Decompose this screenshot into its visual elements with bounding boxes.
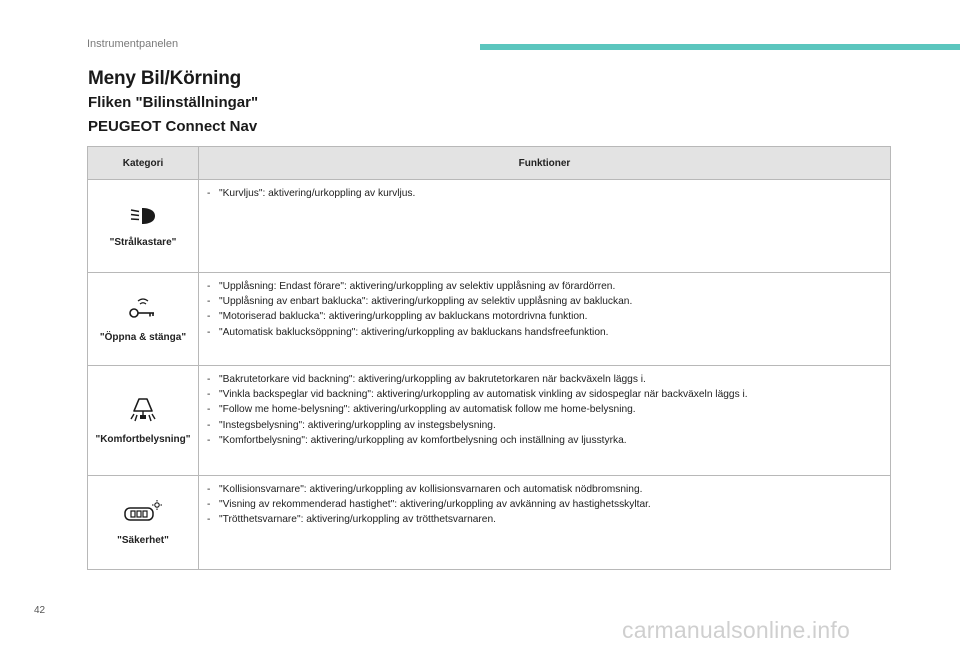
table-row	[88, 273, 891, 366]
category-label: "Öppna & stänga"	[99, 331, 187, 343]
table-row	[88, 366, 891, 476]
list-item: - "Kurvljus": aktivering/urkoppling av kurvljus.	[205, 186, 884, 201]
page-title: Meny Bil/Körning	[88, 68, 242, 89]
table-header-row	[88, 147, 891, 180]
list-item: - "Bakrutetorkare vid backning": aktivering/urkoppling av bakrutetorkaren när backväxeln läggs i.	[205, 372, 884, 387]
list-item: - "Instegsbelysning": aktivering/urkoppling av instegsbelysning.	[205, 418, 884, 433]
list-item: - "Kollisionsvarnare": aktivering/urkoppling av kollisionsvarnaren och automatisk nödbromsning.	[205, 482, 884, 497]
functions-cell	[199, 273, 891, 366]
category-cell	[88, 180, 199, 273]
functions-cell	[199, 366, 891, 476]
list-item: - "Visning av rekommenderad hastighet": aktivering/urkoppling av avkänning av hastighetsskyltar.	[205, 497, 884, 512]
category-label: "Komfortbelysning"	[95, 434, 191, 445]
remote-key-icon	[126, 296, 160, 322]
header-functions: Funktioner	[199, 147, 891, 180]
list-item: - "Vinkla backspeglar vid backning": aktivering/urkoppling av automatisk vinkling av sidospeglar när backväxeln läggs i.	[205, 387, 884, 402]
table-row	[88, 476, 891, 570]
tab-title: Fliken "Bilinställningar"	[88, 94, 259, 111]
headlamp-icon	[128, 205, 158, 227]
table-row	[88, 180, 891, 273]
category-label: "Strålkastare"	[109, 236, 177, 248]
list-item: - "Upplåsning av enbart baklucka": aktivering/urkoppling av selektiv upplåsning av bakluckan.	[205, 294, 884, 309]
list-item: - "Trötthetsvarnare": aktivering/urkoppling av trötthetsvarnaren.	[205, 512, 884, 527]
page-number: 42	[34, 605, 46, 616]
category-cell	[88, 366, 199, 476]
category-cell	[88, 273, 199, 366]
list-item: - "Komfortbelysning": aktivering/urkoppling av komfortbelysning och inställning av ljusstyrka.	[205, 433, 884, 448]
functions-cell	[199, 476, 891, 570]
list-item: - "Upplåsning: Endast förare": aktivering/urkoppling av selektiv upplåsning av förardörren.	[205, 279, 884, 294]
category-label: "Säkerhet"	[117, 535, 169, 546]
functions-cell	[199, 180, 891, 273]
sub-title: PEUGEOT Connect Nav	[88, 118, 258, 135]
ceiling-lamp-icon	[128, 396, 158, 424]
watermark: carmanualsonline.info	[622, 617, 850, 643]
list-item: - "Automatisk baklucksöppning": aktivering/urkoppling av bakluckans handsfreefunktion.	[205, 325, 884, 340]
list-item: - "Motoriserad baklucka": aktivering/urkoppling av bakluckans motordrivna funktion.	[205, 309, 884, 324]
car-safety-icon	[123, 499, 163, 525]
functions-table	[87, 146, 891, 570]
list-item: - "Follow me home-belysning": aktivering/urkoppling av automatisk follow me home-belysning.	[205, 402, 884, 417]
header-category: Kategori	[88, 147, 199, 180]
section-header: Instrumentpanelen	[87, 38, 179, 50]
category-cell	[88, 476, 199, 570]
header-accent-bar	[480, 44, 960, 50]
